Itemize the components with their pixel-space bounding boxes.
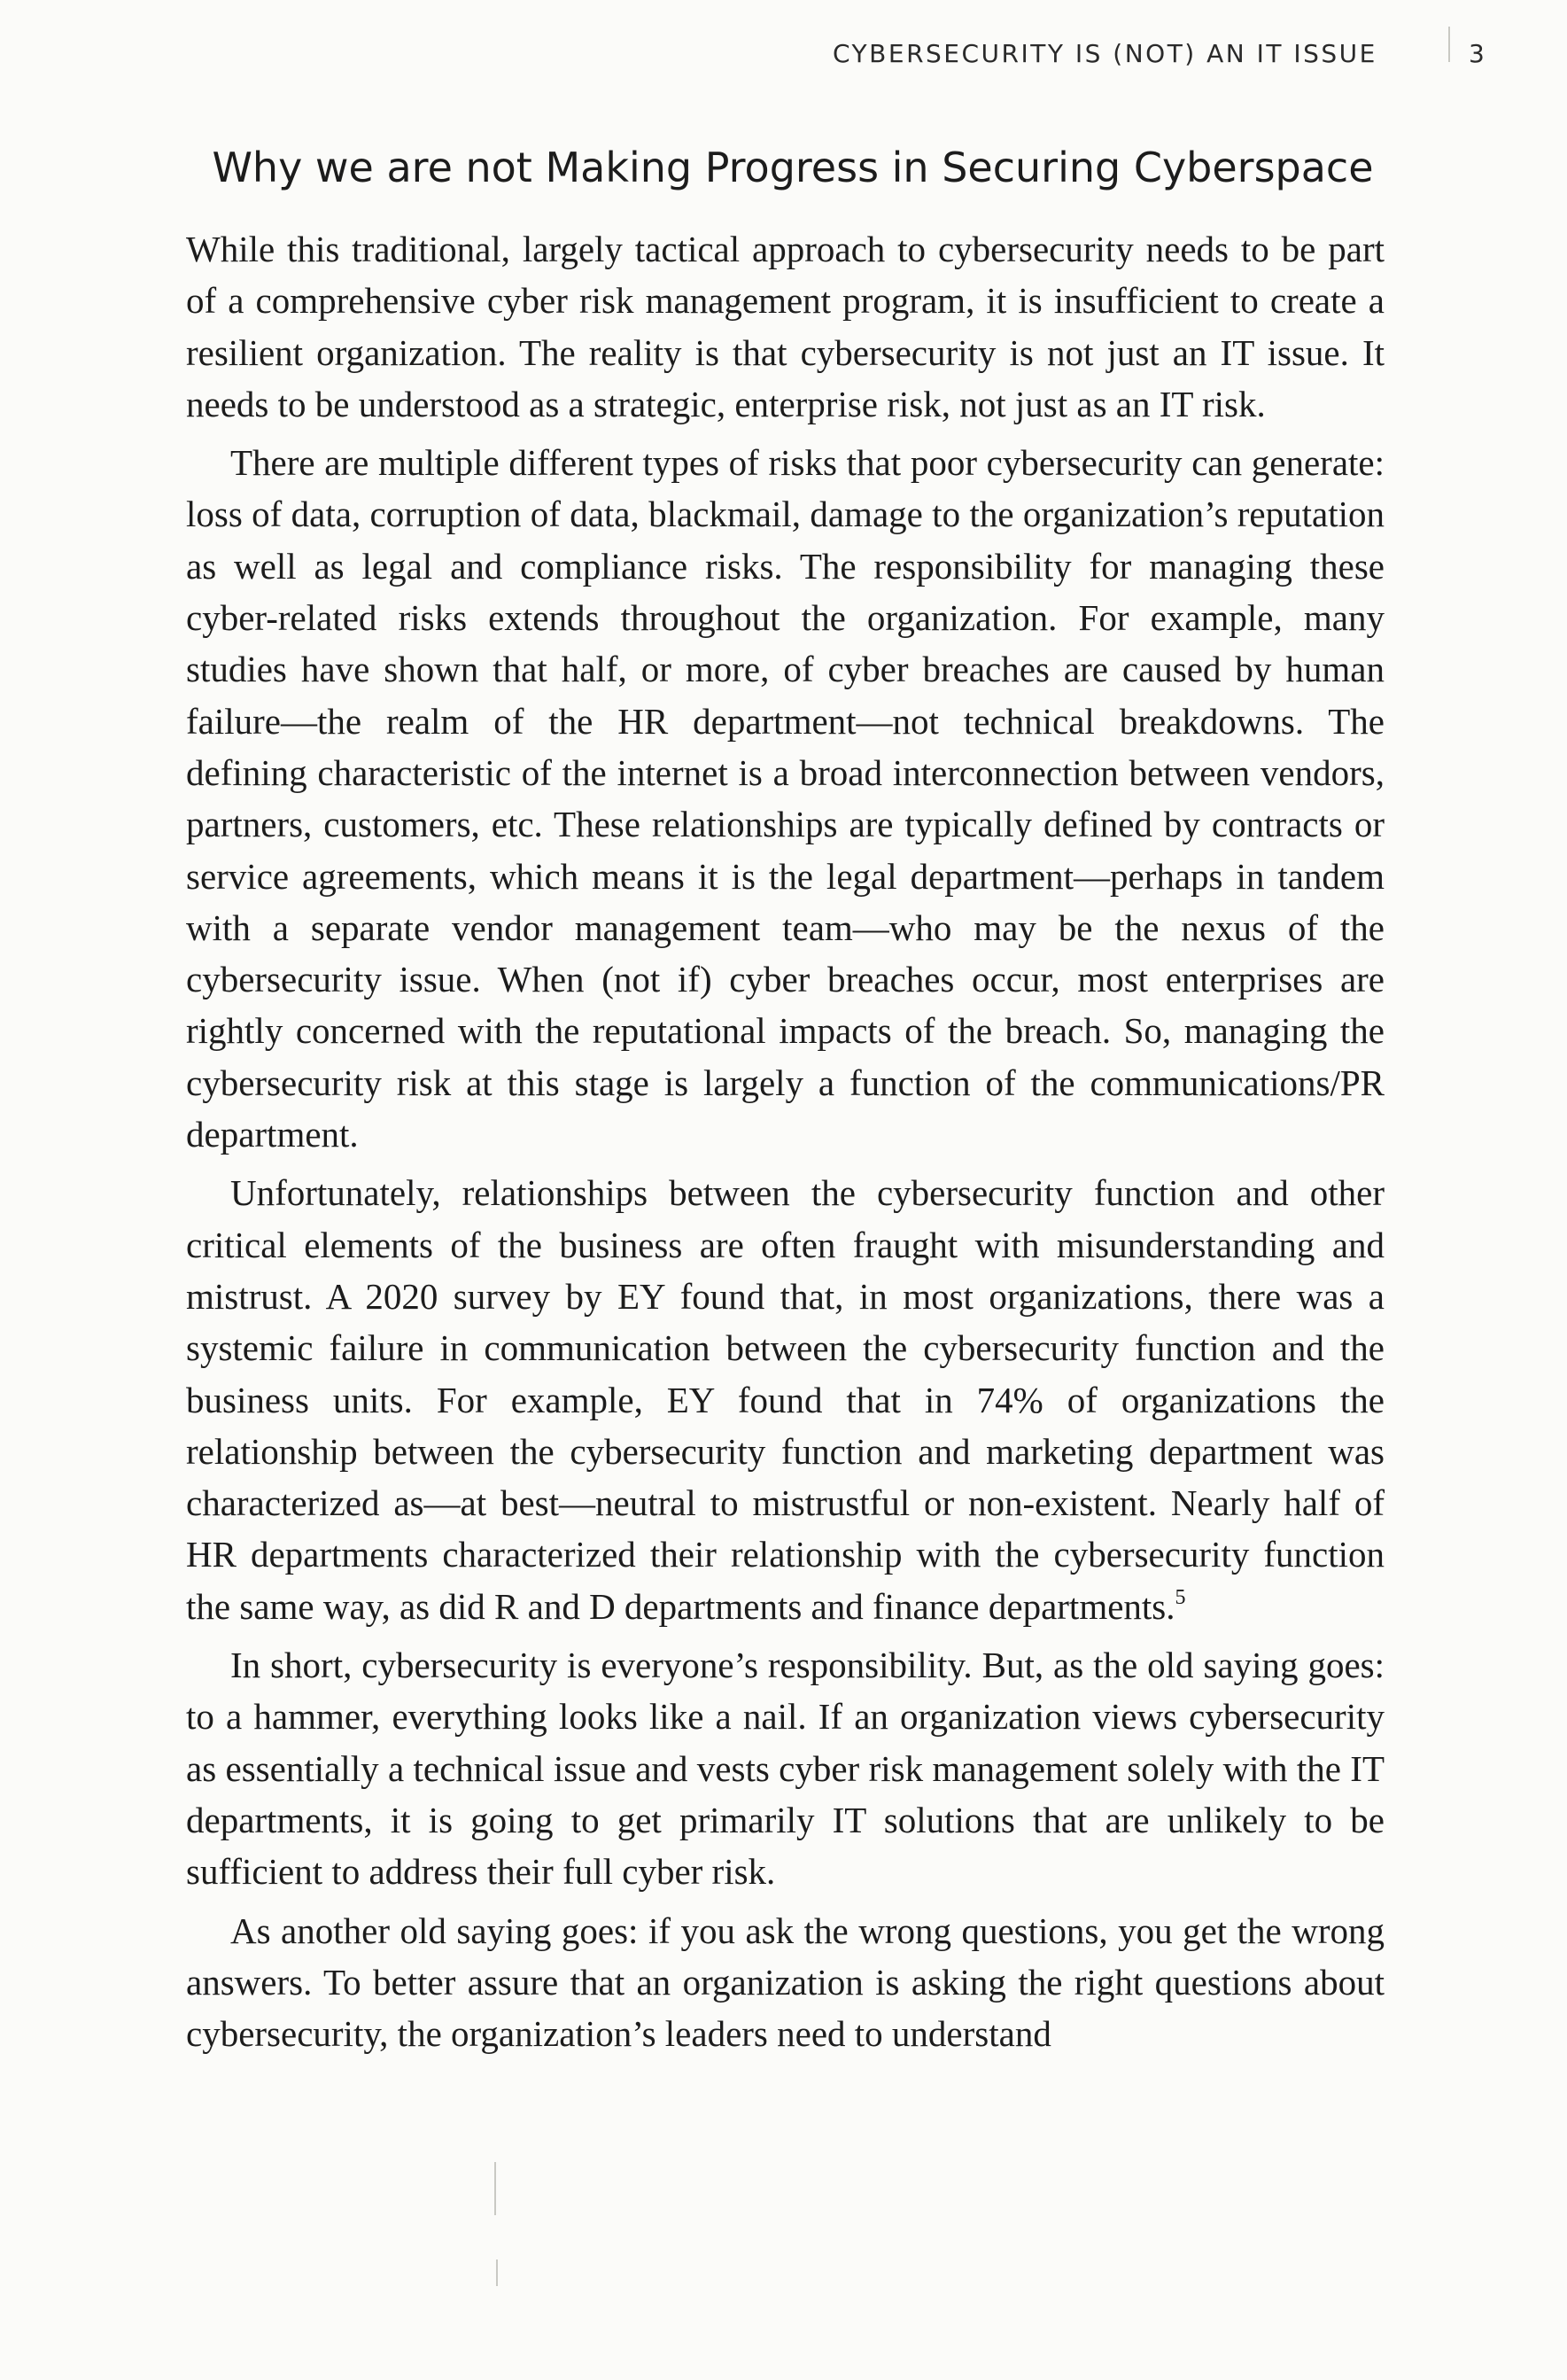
paragraph-text: There are multiple different types of risks that poor cybersecurity can generate: loss of data, corruption of data, blackmail, damage to the organization’s reputation as well as legal and compliance risks. The responsibility for managing these cyber-related risks extends throughout the organization. For example, many studies have shown that half, or more, of cyber breaches are caused by human failure—the realm of the HR department—not technical breakdowns. The defining characteristic of the internet is a broad interconnection between vendors, partners, customers, etc. These relationships are typically defined by contracts or service agreements, which means it is the legal department—perhaps in tandem with a separate vendor management team—who may be the nexus of the cybersecurity issue. When (not if) cyber breaches occur, most enterprises are rightly concerned with the reputational impacts of the breach. So, managing the cybersecurity risk at this stage is largely a function of the communications/PR department. [186, 442, 1385, 1155]
paragraph-1 [186, 223, 1385, 430]
page-number: 3 [1469, 39, 1485, 68]
paragraph-5 [186, 1905, 1385, 2060]
paragraph-3 [186, 1167, 1385, 1632]
footnote-marker[interactable]: 5 [1175, 1585, 1186, 1609]
running-header: CYBERSECURITY IS (NOT) AN IT ISSUE [833, 39, 1377, 68]
scan-artifact [494, 2162, 496, 2215]
scan-artifact [496, 2259, 498, 2286]
paragraph-text: While this traditional, largely tactical approach to cybersecurity needs to be part of a comprehensive cyber risk management program, it is insufficient to create a resilient organization. The reality is that cybersecurity is not just an IT issue. It needs to be understood as a strategic, enterprise risk, not just as an IT risk. [186, 229, 1385, 424]
paragraph-4 [186, 1639, 1385, 1897]
body-text [186, 223, 1385, 2066]
paragraph-text: In short, cybersecurity is everyone’s responsibility. But, as the old saying goes: to a hammer, everything looks like a nail. If an organization views cybersecurity as essentially a technical issue and vests cyber risk management solely with the IT departments, it is going to get primarily IT solutions that are unlikely to be sufficient to address their full cyber risk. [186, 1645, 1385, 1893]
section-heading: Why we are not Making Progress in Securing Cyberspace [212, 144, 1374, 191]
paragraph-2 [186, 437, 1385, 1160]
scan-artifact [1448, 27, 1450, 62]
paragraph-text: Unfortunately, relationships between the cybersecurity function and other critical elements of the business are often fraught with misunderstanding and mistrust. A 2020 survey by EY found that, in most organizations, there was a systemic failure in communication between the cybersecurity function and the business units. For example, EY found that in 74% of organizations the relationship between the cybersecurity function and marketing department was characterized as—at best—neutral to mistrustful or non-existent. Nearly half of HR departments characterized their relationship with the cybersecurity function the same way, as did R and D departments and finance departments. [186, 1172, 1385, 1627]
paragraph-text: As another old saying goes: if you ask the wrong questions, you get the wrong answers. To better assure that an organization is asking the right questions about cybersecurity, the organization’s leaders need to understand [186, 1909, 1385, 2055]
